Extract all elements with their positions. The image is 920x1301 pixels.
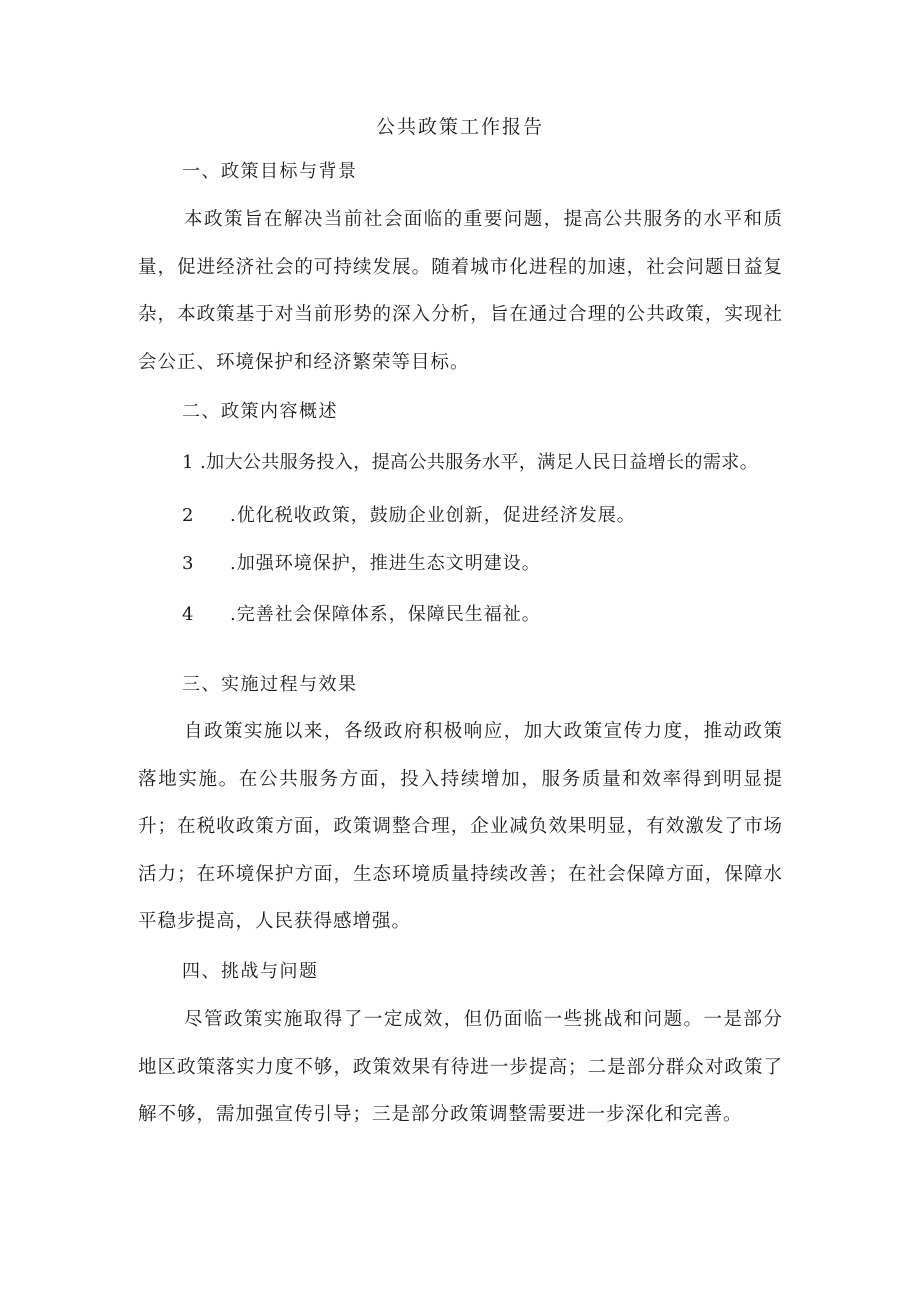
document-title: 公共政策工作报告 bbox=[375, 116, 544, 138]
section-heading-content: 二、政策内容概述 bbox=[182, 401, 338, 422]
list-item-number-4: 4 bbox=[182, 604, 194, 625]
section-heading-implementation: 三、实施过程与效果 bbox=[182, 674, 358, 695]
list-item-1: 1 .加大公共服务投入，提高公共服务水平，满足人民日益增长的需求。 bbox=[182, 452, 759, 473]
list-item-number-2: 2 bbox=[182, 505, 194, 526]
list-item-number-3: 3 bbox=[182, 553, 194, 574]
section-paragraph-goals: 本政策旨在解决当前社会面临的重要问题，提高公共服务的水平和质量，促进经济社会的可持续发展。随着城市化进程的加速，社会问题日益复杂，本政策基于对当前形势的深入分析，旨在通过合理的公共政策，实现社会公正、环境保护和经济繁荣等目标。 bbox=[138, 209, 783, 373]
section-paragraph-implementation: 自政策实施以来，各级政府积极响应，加大政策宣传力度，推动政策落地实施。在公共服务方面，投入持续增加，服务质量和效率得到明显提升；在税收政策方面，政策调整合理，企业减负效果明显，有效激发了市场活力；在环境保护方面，生态环境质量持续改善；在社会保障方面，保障水平稳步提高，人民获得感增强。 bbox=[138, 721, 783, 932]
section-heading-goals: 一、政策目标与背景 bbox=[182, 161, 358, 182]
section-paragraph-challenges: 尽管政策实施取得了一定成效，但仍面临一些挑战和问题。一是部分地区政策落实力度不够，政策效果有待进一步提高；二是部分群众对政策了解不够，需加强宣传引导；三是部分政策调整需要进一步深化和完善。 bbox=[138, 1009, 783, 1125]
list-item-2: .优化税收政策，鼓励企业创新，促进经济发展。 bbox=[230, 505, 636, 526]
section-heading-challenges: 四、挑战与问题 bbox=[182, 961, 319, 982]
list-item-4: .完善社会保障体系，保障民生福祉。 bbox=[230, 604, 541, 625]
list-item-3: .加强环境保护，推进生态文明建设。 bbox=[230, 553, 541, 574]
